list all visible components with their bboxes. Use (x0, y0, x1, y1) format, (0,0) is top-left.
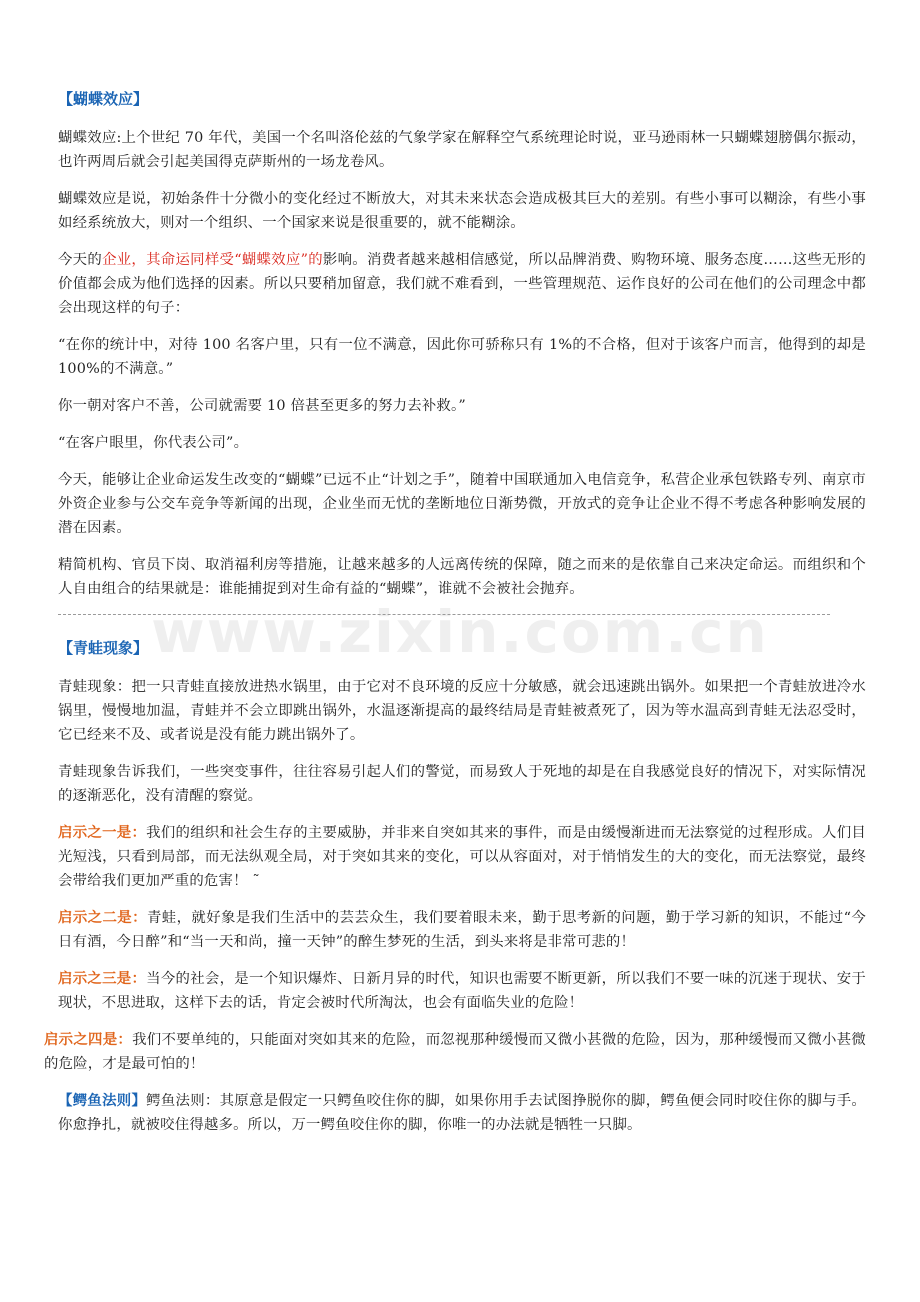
insight-text: 我们的组织和社会生存的主要威胁，并非来自突如其来的事件，而是由缓慢渐进而无法察觉的过程形成。人们目光短浅，只看到局部，而无法纵观全局，对于突如其来的变化，可以从容面对，对于悄悄发生的大的变化，而无法察觉，最终会带给我们更加严重的危害！ ˜ (58, 825, 866, 889)
paragraph-text: 鳄鱼法则：其原意是假定一只鳄鱼咬住你的脚，如果你用手去试图挣脱你的脚，鳄鱼便会同时咬住你的脚与手。你愈挣扎，就被咬住得越多。所以，万一鳄鱼咬住你的脚，你唯一的办法就是牺牲一只脚。 (58, 1093, 866, 1133)
paragraph: 你一朝对客户不善，公司就需要 10 倍甚至更多的努力去补救。” (58, 398, 466, 414)
heading-crocodile-rule: 【鳄鱼法则】 (58, 1093, 147, 1109)
highlight-text: 企业，其命运同样受“蝴蝶效应”的 (102, 252, 323, 268)
dashed-divider (58, 614, 830, 615)
insight-paragraph (58, 821, 866, 893)
paragraph: “在你的统计中，对待 100 名客户里，只有一位不满意，因此你可骄称只有 1%的不合格，但对于该客户而言，他得到的却是 100%的不满意。” (58, 337, 866, 377)
insight-text: 青蛙，就好象是我们生活中的芸芸众生，我们要着眼未来，勤于思考新的问题，勤于学习新的知识，不能过“今日有酒，今日醉”和“当一天和尚，撞一天钟”的醉生梦死的生活，到头来将是非常可悲的！ (58, 910, 866, 950)
text-span: 影响。消费者越来越相信感觉，所以品牌消费、购物环境、服务态度……这些无形的价值都会成为他们选择的因素。所以只要稍加留意，我们就不难看到，一些管理规范、运作良好的公司在他们的公司理念中都会出现这样的句子： (58, 252, 866, 316)
paragraph: 蝴蝶效应是说，初始条件十分微小的变化经过不断放大，对其未来状态会造成极其巨大的差别。有些小事可以糊涂，有些小事如经系统放大，则对一个组织、一个国家来说是很重要的，就不能糊涂。 (58, 191, 866, 231)
insight-paragraph (58, 906, 866, 954)
insight-label: 启示之三是： (58, 970, 147, 987)
paragraph: 青蛙现象告诉我们，一些突变事件，往往容易引起人们的警觉，而易致人于死地的却是在自我感觉良好的情况下，对实际情况的逐渐恶化，没有清醒的察觉。 (58, 764, 866, 804)
paragraph: 精简机构、官员下岗、取消福利房等措施，让越来越多的人远离传统的保障，随之而来的是依靠自己来决定命运。而组织和个人自由组合的结果就是：谁能捕捉到对生命有益的“蝴蝶”，谁就不会被社会抛弃。 (58, 557, 866, 597)
insight-paragraph (58, 967, 866, 1015)
heading-butterfly-effect: 【蝴蝶效应】 (58, 90, 149, 108)
paragraph: 青蛙现象：把一只青蛙直接放进热水锅里，由于它对不良环境的反应十分敏感，就会迅速跳出锅外。如果把一个青蛙放进冷水锅里，慢慢地加温，青蛙并不会立即跳出锅外，水温逐渐提高的最终结局是青蛙被煮死了，因为等水温高到青蛙无法忍受时，它已经来不及、或者说是没有能力跳出锅外了。 (58, 679, 866, 743)
insight-text: 当今的社会，是一个知识爆炸、日新月异的时代，知识也需要不断更新，所以我们不要一味的沉迷于现状、安于现状，不思进取，这样下去的话，肯定会被时代所淘汰，也会有面临失业的危险！ (58, 971, 866, 1011)
insight-text: 我们不要单纯的，只能面对突如其来的危险，而忽视那种缓慢而又微小甚微的危险，因为，那种缓慢而又微小甚微的危险，才是最可怕的！ (44, 1032, 866, 1072)
paragraph: 蝴蝶效应:上个世纪 70 年代，美国一个名叫洛伦兹的气象学家在解释空气系统理论时说，亚马逊雨林一只蝴蝶翅膀偶尔振动，也许两周后就会引起美国得克萨斯州的一场龙卷风。 (58, 130, 866, 170)
insight-paragraph (44, 1028, 866, 1076)
text-span: 今天的 (58, 252, 103, 268)
document-page (44, 88, 866, 1150)
insight-label: 启示之四是： (44, 1031, 133, 1048)
heading-frog-phenomenon: 【青蛙现象】 (58, 639, 149, 657)
paragraph (58, 248, 866, 320)
watermark: www.zixin.com.cn (151, 598, 769, 666)
paragraph: “在客户眼里，你代表公司”。 (58, 435, 249, 451)
insight-label: 启示之二是： (58, 909, 147, 926)
insight-label: 启示之一是： (58, 824, 147, 841)
crocodile-paragraph (58, 1089, 866, 1137)
paragraph: 今天，能够让企业命运发生改变的“蝴蝶”已远不止“计划之手”，随着中国联通加入电信竞争，私营企业承包铁路专列、南京市外资企业参与公交车竞争等新闻的出现，企业坐而无忧的垄断地位日渐势微，开放式的竞争让企业不得不考虑各种影响发展的潜在因素。 (58, 472, 866, 536)
